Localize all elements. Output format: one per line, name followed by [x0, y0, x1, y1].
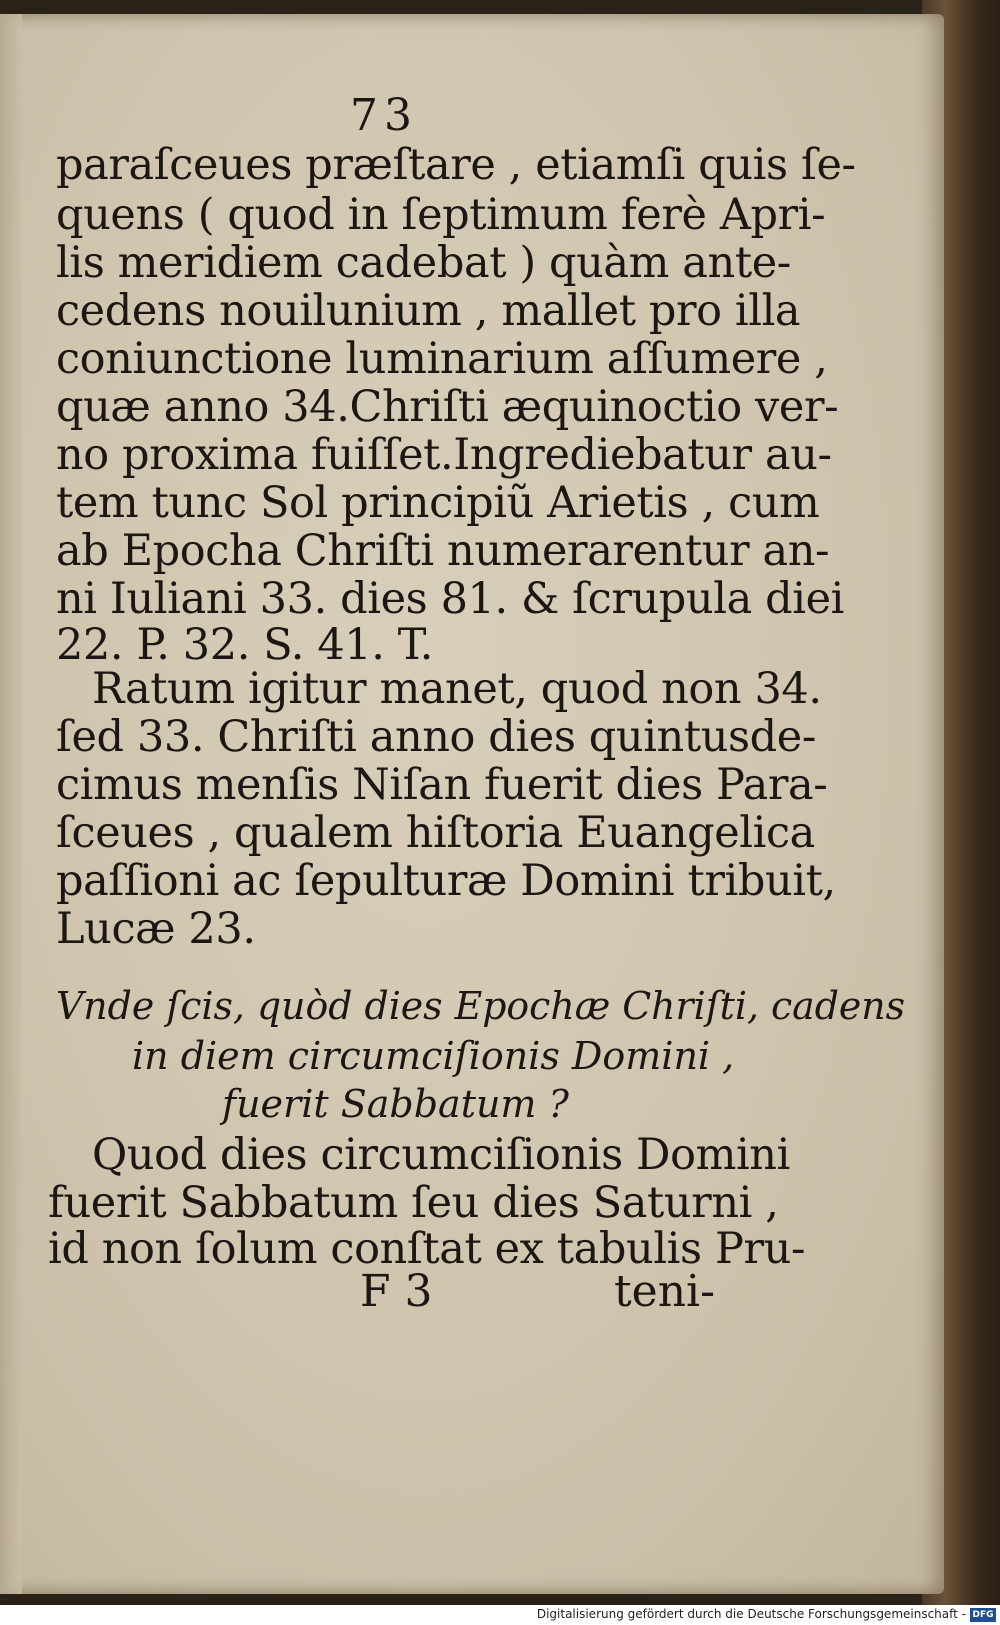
text-line: lis meridiem cadebat ) quàm ante- — [56, 238, 791, 288]
text-line: fuerit Sabbatum ſeu dies Saturni , — [48, 1178, 779, 1228]
heading-line: in diem circumciſionis Domini , — [132, 1034, 735, 1078]
text-line: Ratum igitur manet, quod non 34. — [92, 664, 822, 714]
text-line: quens ( quod in ſeptimum ferè Apri- — [56, 190, 826, 240]
text-line: ni Iuliani 33. dies 81. & ſcrupula diei — [56, 574, 844, 624]
heading-line: fuerit Sabbatum ? — [222, 1082, 569, 1126]
text-line: paraſceues præſtare , etiamſi quis ſe- — [56, 140, 856, 190]
dfg-logo: DFG — [970, 1608, 996, 1622]
text-line: ab Epocha Chriſti numerarentur an- — [56, 526, 830, 576]
text-line: quæ anno 34.Chriſti æquinoctio ver- — [56, 382, 839, 432]
text-line: id non ſolum conſtat ex tabulis Pru- — [48, 1224, 806, 1274]
text-line: ſceues , qualem hiſtoria Euangelica — [56, 808, 815, 858]
page-left-edge — [0, 14, 22, 1594]
text-line: cimus menſis Niſan fuerit dies Para- — [56, 760, 828, 810]
text-line: 22. P. 32. S. 41. T. — [56, 620, 434, 670]
text-line: ſed 33. Chriſti anno dies quintusde- — [56, 712, 816, 762]
text-line: Quod dies circumciſionis Domini — [92, 1130, 790, 1180]
catchword: teni- — [614, 1266, 715, 1317]
text-line: cedens nouilunium , mallet pro illa — [56, 286, 801, 336]
credit-bar — [0, 1605, 1000, 1625]
book-page — [0, 14, 944, 1594]
signature-mark: F 3 — [360, 1266, 433, 1317]
text-line: paſſioni ac ſepulturæ Domini tribuit, — [56, 856, 836, 906]
page-number: 73 — [350, 90, 418, 141]
text-line: no proxima fuiſſet.Ingrediebatur au- — [56, 430, 832, 480]
text-line: Lucæ 23. — [56, 904, 256, 954]
credit-text: Digitalisierung gefördert durch die Deutsche Forschungsgemeinschaft - — [536, 1607, 966, 1621]
text-line: coniunctione luminarium aſſumere , — [56, 334, 828, 384]
text-line: tem tunc Sol principiũ Arietis , cum — [56, 478, 820, 528]
heading-line: Vnde ſcis, quòd dies Epochæ Chriſti, cadens — [56, 984, 906, 1028]
